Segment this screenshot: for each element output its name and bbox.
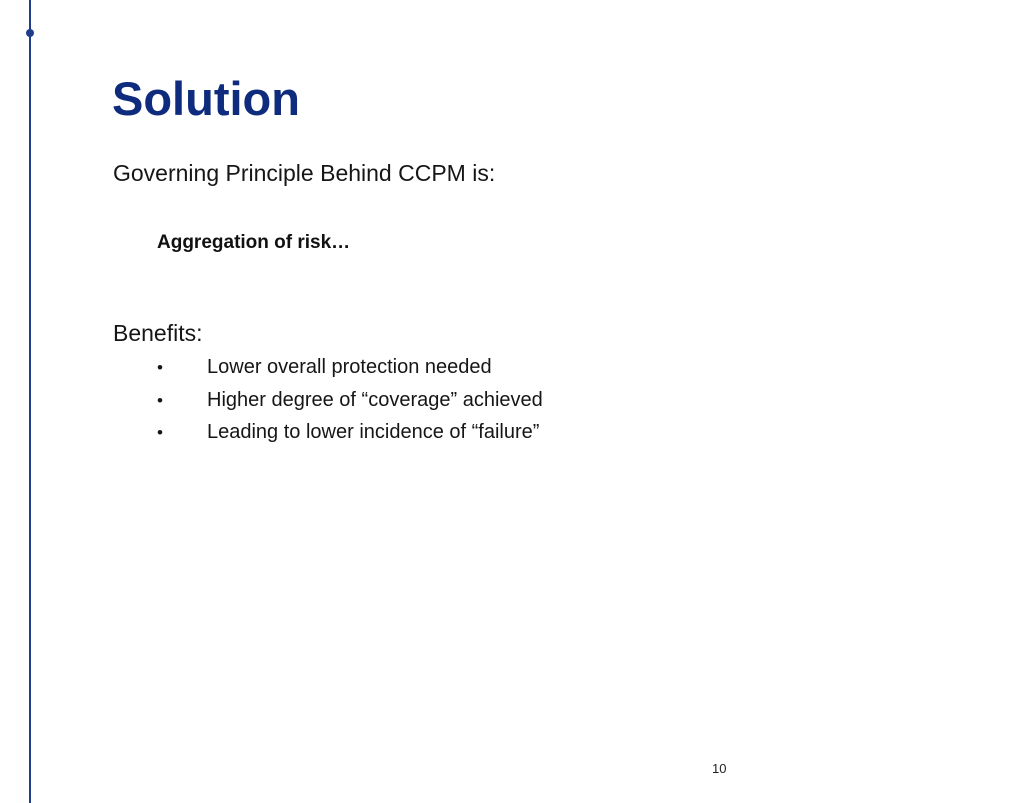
list-item <box>157 355 543 388</box>
benefit-text: Lower overall protection needed <box>207 356 492 378</box>
bullet-icon: • <box>157 358 163 377</box>
slide-title: Solution <box>112 72 300 125</box>
benefits-heading: Benefits: <box>113 320 203 346</box>
list-item <box>157 388 543 421</box>
principle-statement: Aggregation of risk… <box>157 232 351 253</box>
bullet-icon: • <box>157 390 163 410</box>
benefits-list <box>157 355 543 453</box>
benefit-text: Higher degree of “coverage” achieved <box>207 388 543 411</box>
list-item <box>157 420 543 453</box>
page-number: 10 <box>712 761 727 776</box>
slide-subtitle: Governing Principle Behind CCPM is: <box>113 160 496 186</box>
benefit-text: Leading to lower incidence of “failure” <box>207 421 540 443</box>
accent-dot <box>26 29 34 37</box>
bullet-icon: • <box>157 423 163 442</box>
left-accent-rule <box>29 0 31 803</box>
